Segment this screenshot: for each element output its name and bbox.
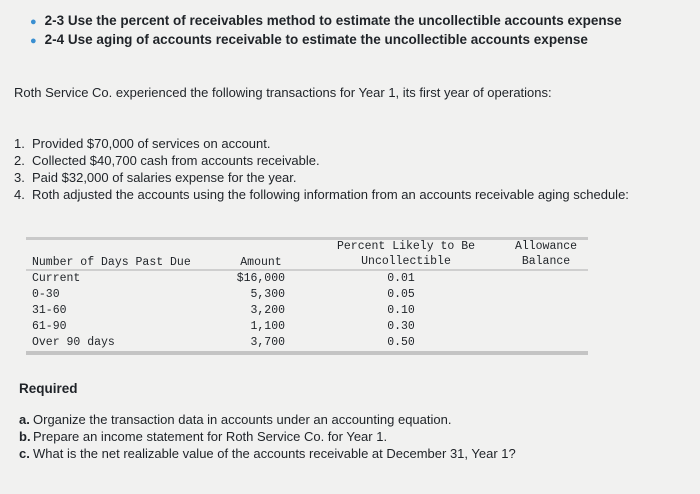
transaction-item — [14, 136, 270, 152]
objective-item — [30, 12, 622, 31]
transaction-number: 4. — [14, 187, 25, 202]
question-item — [19, 429, 387, 445]
bullet-icon: ● — [30, 35, 37, 47]
transaction-text: Paid $32,000 of salaries expense for the year. — [32, 170, 297, 185]
header-percent-line2: Uncollectible — [361, 255, 451, 268]
cell-amount: 3,700 — [250, 336, 285, 349]
transaction-number: 1. — [14, 136, 25, 151]
table-bottom-rule — [26, 351, 588, 355]
transaction-item — [14, 187, 629, 203]
header-allowance-balance — [504, 239, 588, 269]
header-percent-line1: Percent Likely to Be — [336, 240, 476, 253]
header-allowance-line2: Balance — [521, 255, 571, 268]
question-letter: a. — [19, 412, 30, 427]
cell-percent: 0.50 — [387, 336, 415, 349]
cell-days: Over 90 days — [32, 336, 115, 349]
objective-text: 2-3 Use the percent of receivables method to estimate the uncollectible accounts expense — [44, 13, 622, 28]
cell-days: 31-60 — [32, 304, 67, 317]
cell-percent: 0.05 — [387, 288, 415, 301]
question-text: Organize the transaction data in accounts under an accounting equation. — [33, 412, 452, 427]
aging-schedule-table — [26, 237, 588, 357]
transaction-item — [14, 153, 320, 169]
header-days-past-due: Number of Days Past Due — [32, 256, 191, 269]
transaction-number: 3. — [14, 170, 25, 185]
intro-text: Roth Service Co. experienced the following transactions for Year 1, its first year of operations: — [14, 85, 552, 100]
transaction-item — [14, 170, 297, 186]
cell-percent: 0.30 — [387, 320, 415, 333]
cell-amount: 3,200 — [250, 304, 285, 317]
transaction-text: Provided $70,000 of services on account. — [32, 136, 271, 151]
question-item — [19, 446, 516, 462]
question-text: Prepare an income statement for Roth Service Co. for Year 1. — [33, 429, 388, 444]
header-rule — [26, 269, 588, 271]
transaction-number: 2. — [14, 153, 25, 168]
header-amount: Amount — [240, 256, 282, 269]
objective-item — [30, 31, 588, 50]
question-text: What is the net realizable value of the accounts receivable at December 31, Year 1? — [33, 446, 516, 461]
cell-days: Current — [32, 272, 81, 285]
question-letter: c. — [19, 446, 30, 461]
question-item — [19, 412, 451, 428]
cell-percent: 0.01 — [387, 272, 415, 285]
cell-amount: 1,100 — [250, 320, 285, 333]
bullet-icon: ● — [30, 16, 37, 28]
cell-days: 61-90 — [32, 320, 67, 333]
cell-days: 0-30 — [32, 288, 60, 301]
objective-text: 2-4 Use aging of accounts receivable to estimate the uncollectible accounts expense — [44, 32, 588, 47]
cell-amount: 5,300 — [250, 288, 285, 301]
header-allowance-line1: Allowance — [514, 240, 578, 253]
required-heading: Required — [19, 381, 78, 396]
question-letter: b. — [19, 429, 31, 444]
cell-amount: $16,000 — [236, 272, 285, 285]
transaction-text: Collected $40,700 cash from accounts receivable. — [32, 153, 320, 168]
cell-percent: 0.10 — [387, 304, 415, 317]
header-percent-uncollectible — [326, 239, 486, 269]
transaction-text: Roth adjusted the accounts using the following information from an accounts receivable aging schedule: — [32, 187, 629, 202]
